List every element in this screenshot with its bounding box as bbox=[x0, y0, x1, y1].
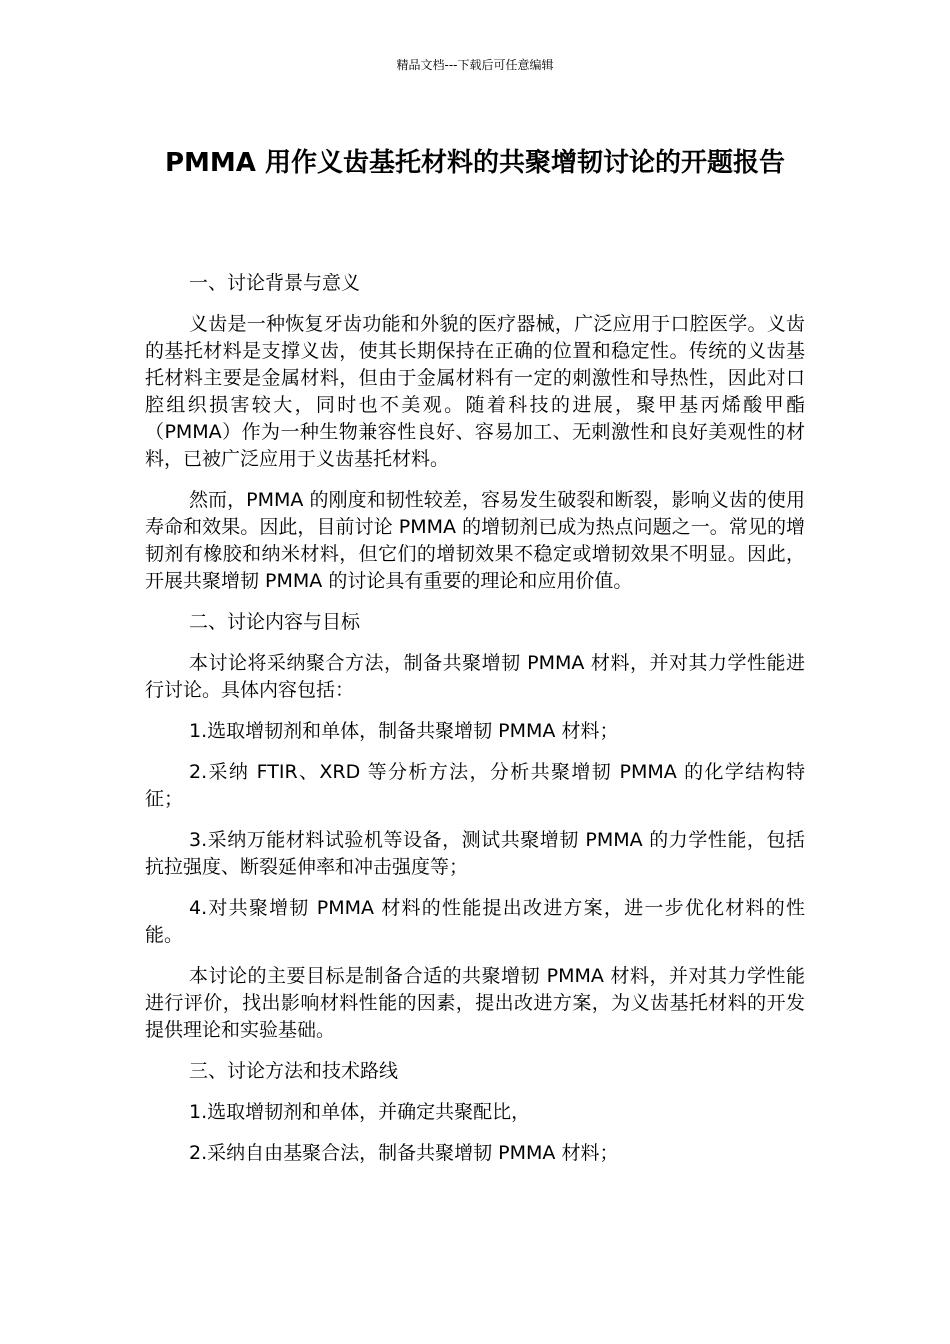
page-header: 精品文档---下载后可任意编辑 bbox=[396, 58, 554, 72]
document-title: PMMA 用作义齿基托材料的共聚增韧讨论的开题报告 bbox=[165, 148, 785, 178]
list-item: 1.选取增韧剂和单体，并确定共聚配比， bbox=[189, 1101, 531, 1123]
paragraph: 本讨论将采纳聚合方法，制备共聚增韧 PMMA 材料，并对其力学性能进行讨论。具体内容包括： bbox=[145, 652, 805, 701]
paragraph: 本讨论的主要目标是制备合适的共聚增韧 PMMA 材料，并对其力学性能进行评价，找出影响材料性能的因素，提出改进方案，为义齿基托材料的开发提供理论和实验基础。 bbox=[145, 965, 805, 1041]
paragraph: 义齿是一种恢复牙齿功能和外貌的医疗器械，广泛应用于口腔医学。义齿的基托材料是支撑义齿，使其长期保持在正确的位置和稳定性。传统的义齿基托材料主要是金属材料，但由于金属材料有一定的刺激性和导热性，因此对口腔组织损害较大，同时也不美观。随着科技的进展，聚甲基丙烯酸甲酯（PMMA）作为一种生物兼容性良好、容易加工、无刺激性和良好美观性的材料，已被广泛应用于义齿基托材料。 bbox=[145, 313, 805, 470]
list-item: 3.采纳万能材料试验机等设备，测试共聚增韧 PMMA 的力学性能，包括抗拉强度、断裂延伸率和冲击强度等； bbox=[145, 829, 805, 878]
paragraph: 然而，PMMA 的刚度和韧性较差，容易发生破裂和断裂，影响义齿的使用寿命和效果。因此，目前讨论 PMMA 的增韧剂已成为热点问题之一。常见的增韧剂有橡胶和纳米材料，但它们的增韧效果不稳定或增韧效果不明显。因此，开展共聚增韧 PMMA 的讨论具有重要的理论和应用价值。 bbox=[145, 489, 805, 592]
list-item: 1.选取增韧剂和单体，制备共聚增韧 PMMA 材料； bbox=[189, 720, 619, 742]
list-item: 2.采纳 FTIR、XRD 等分析方法，分析共聚增韧 PMMA 的化学结构特征； bbox=[145, 761, 805, 810]
section-heading-1: 一、讨论背景与意义 bbox=[189, 272, 361, 294]
section-heading-2: 二、讨论内容与目标 bbox=[189, 611, 361, 633]
list-item: 2.采纳自由基聚合法，制备共聚增韧 PMMA 材料； bbox=[189, 1142, 619, 1164]
document-body bbox=[145, 270, 805, 1181]
list-item: 4.对共聚增韧 PMMA 材料的性能提出改进方案，进一步优化材料的性能。 bbox=[145, 897, 805, 946]
section-heading-3: 三、讨论方法和技术路线 bbox=[189, 1060, 399, 1082]
